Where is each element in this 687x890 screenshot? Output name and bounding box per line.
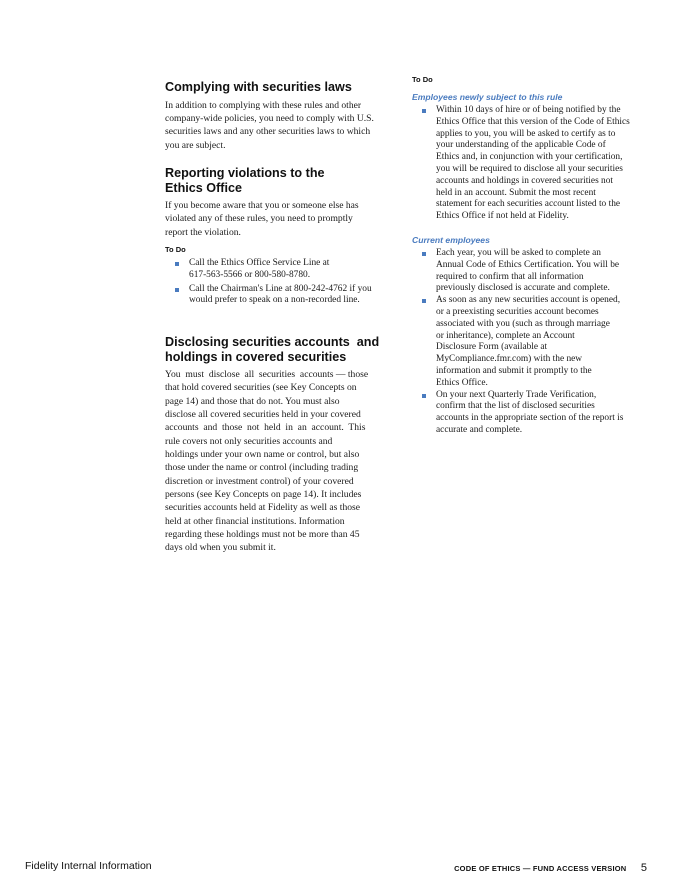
list-item-line: or a preexisting securities account becomes (436, 306, 599, 317)
bullet-icon (422, 394, 426, 398)
list-item-line: Each year, you will be asked to complete an (436, 247, 601, 258)
list-item (165, 284, 395, 308)
bullet-icon (175, 288, 179, 292)
bullet-icon (422, 109, 426, 113)
heading-complying: Complying with securities laws (165, 80, 352, 94)
list-item-line: Ethics and, in conjunction with your certification, (436, 152, 623, 163)
paragraph-line: accounts and those not held in an account. This (165, 422, 366, 434)
bullet-icon (175, 262, 179, 266)
list-item-line: Ethics Office. (436, 377, 488, 388)
bullet-icon (422, 252, 426, 256)
list-item (412, 248, 652, 295)
heading-disclosing-line: holdings in covered securities (165, 349, 347, 364)
list-item-line: Call the Ethics Office Service Line at (189, 258, 330, 269)
current-employees-list (412, 248, 652, 437)
list-item (165, 258, 395, 282)
list-item-line: accounts and holdings in covered securities not (436, 175, 614, 186)
bullet-icon (422, 299, 426, 303)
todo-label: To Do (412, 75, 433, 84)
list-item-line: Ethics Office if not held at Fidelity. (436, 211, 569, 222)
list-item-line: accounts in the appropriate section of the report is (436, 413, 624, 424)
list-item-line: required to confirm that all information (436, 271, 584, 282)
list-item-line: would prefer to speak on a non-recorded line. (189, 295, 360, 306)
list-item-line: statement for each securities account listed to the (436, 199, 621, 210)
paragraph-line: that hold covered securities (see Key Concepts on (165, 382, 357, 394)
new-employees-list (412, 105, 652, 223)
section-todo-disclosure (412, 75, 652, 437)
heading-reporting-line: Reporting violations to the (165, 166, 325, 180)
paragraph-line: securities laws and any other securities laws to which (165, 126, 371, 138)
section-complying (165, 80, 395, 152)
list-item-line: held in an account. Submit the most recent (436, 187, 596, 198)
paragraph-line: securities accounts held at Fidelity as well as those (165, 502, 361, 514)
footer-document-title: CODE OF ETHICS — FUND ACCESS VERSION (454, 864, 627, 873)
paragraph-line: If you become aware that you or someone else has (165, 200, 359, 211)
paragraph-line: regarding these holdings must not be more than 45 (165, 529, 360, 541)
paragraph-line: you are subject. (165, 139, 226, 151)
list-item-line: confirm that the list of disclosed securities (436, 401, 595, 412)
paragraph-line: days old when you submit it. (165, 542, 276, 554)
list-item-line: As soon as any new securities account is opened, (436, 295, 621, 306)
heading-disclosing-line: Disclosing securities accounts and (165, 335, 380, 349)
section-disclosing (165, 335, 400, 555)
paragraph-line: holdings under your own name or control, but also (165, 449, 360, 461)
paragraph-line: In addition to complying with these rules and other (165, 99, 362, 111)
list-item-line: Annual Code of Ethics Certification. You will be (436, 259, 620, 270)
subhead-new-employees: Employees newly subject to this rule (412, 92, 563, 102)
list-item-line: Disclosure Form (available at (436, 342, 548, 353)
paragraph-line: company-wide policies, you need to comply with U.S. (165, 112, 374, 124)
list-item-line: information and submit it promptly to the (436, 365, 592, 376)
paragraph-line: held at other financial institutions. Information (165, 515, 345, 527)
list-item-line: applies to you, you will be asked to certify as to (436, 128, 616, 139)
list-item-line: Ethics Office that this version of the Code of Ethics (436, 116, 630, 127)
paragraph-line: You must disclose all securities accounts — those (165, 369, 369, 380)
footer-classification: Fidelity Internal Information (25, 860, 152, 872)
list-item-line: associated with you (such as through marriage (436, 318, 610, 329)
list-item-line: your understanding of the applicable Code of (436, 140, 606, 151)
section-reporting (165, 166, 395, 307)
footer-running-title (454, 858, 647, 876)
list-item-line: previously disclosed is accurate and complete. (436, 283, 610, 294)
list-item-line: Call the Chairman's Line at 800-242-4762 if you (189, 283, 372, 294)
paragraph-line: discretion or investment control) of your covered (165, 475, 354, 487)
paragraph-line: persons (see Key Concepts on page 14). It includes (165, 489, 362, 501)
list-item-line: accurate and complete. (436, 424, 523, 435)
page-number: 5 (640, 862, 647, 874)
heading-reporting-line: Ethics Office (165, 180, 242, 195)
list-item-line: MyCompliance.fmr.com) with the new (436, 354, 583, 365)
todo-label: To Do (165, 245, 186, 255)
paragraph-line: disclose all covered securities held in your covered (165, 409, 361, 421)
list-item-line: On your next Quarterly Trade Verification, (436, 389, 597, 400)
list-item-line: 617-563-5566 or 800-580-8780. (189, 269, 311, 280)
list-item-line: or inheritance), complete an Account (436, 330, 575, 341)
paragraph-line: rule covers not only securities accounts and (165, 435, 333, 447)
todo-list (165, 258, 395, 307)
list-item-line: Within 10 days of hire or of being notified by the (436, 105, 621, 115)
paragraph-line: page 14) and those that do not. You must also (165, 395, 340, 407)
subhead-current-employees: Current employees (412, 234, 490, 245)
list-item-line: you will be required to disclose all your securities (436, 163, 623, 174)
paragraph-line: violated any of these rules, you need to promptly (165, 213, 353, 225)
list-item (412, 295, 652, 389)
list-item (412, 390, 652, 437)
paragraph-line: report the violation. (165, 226, 241, 238)
list-item (412, 105, 652, 223)
paragraph-line: those under the name or control (including trading (165, 462, 359, 474)
